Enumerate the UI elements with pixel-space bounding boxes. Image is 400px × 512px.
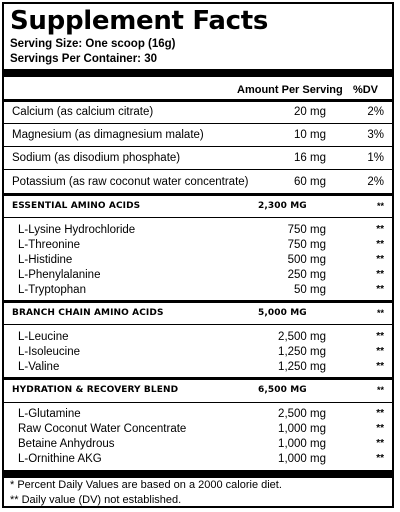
divider-thin: [4, 217, 392, 218]
ingredient-row: [4, 237, 392, 253]
section-amount: 5,000 MG: [258, 308, 307, 318]
divider-medium: [4, 377, 392, 380]
ingredient-dv: **: [376, 284, 384, 295]
amount-per-serving-header: Amount Per Serving: [237, 84, 343, 96]
section-amount: 6,500 MG: [258, 385, 307, 395]
ingredient-row: [4, 359, 392, 375]
ingredient-row: [4, 406, 392, 422]
serving-size: Serving Size: One scoop (16g): [10, 38, 176, 50]
divider-thin: [4, 402, 392, 403]
ingredient-dv: **: [376, 361, 384, 372]
nutrient-row-sodium: [4, 150, 392, 166]
ingredient-amount: 2,500 mg: [278, 331, 326, 343]
ingredient-dv: **: [376, 254, 384, 265]
nutrient-dv: 3%: [367, 129, 384, 141]
section-dv: **: [376, 201, 384, 211]
divider-thin: [4, 169, 392, 170]
ingredient-amount: 2,500 mg: [278, 408, 326, 420]
section-amount: 2,300 MG: [258, 201, 307, 211]
ingredient-amount: 1,250 mg: [278, 361, 326, 373]
servings-per-container: Servings Per Container: 30: [10, 53, 157, 65]
ingredient-amount: 1,000 mg: [278, 423, 326, 435]
divider-medium: [4, 99, 392, 102]
divider-medium: [4, 193, 392, 196]
footnote-percent-dv: * Percent Daily Values are based on a 2000 calorie diet.: [10, 479, 282, 491]
ingredient-name: Betaine Anhydrous: [18, 438, 115, 450]
footnote-dv-not-established: ** Daily value (DV) not established.: [10, 494, 182, 506]
ingredient-name: L-Lysine Hydrochloride: [18, 224, 136, 236]
nutrient-name: Calcium (as calcium citrate): [12, 106, 154, 118]
ingredient-amount: 1,000 mg: [278, 438, 326, 450]
divider-medium: [4, 300, 392, 303]
section-name: HYDRATION & RECOVERY BLEND: [12, 385, 179, 395]
divider-thick: [4, 69, 392, 77]
panel-title: Supplement Facts: [10, 6, 269, 36]
supplement-facts-panel: [2, 2, 394, 508]
section-dv: **: [376, 385, 384, 395]
nutrient-dv: 1%: [367, 152, 384, 164]
ingredient-name: L-Leucine: [18, 331, 69, 343]
nutrient-row-magnesium: [4, 127, 392, 143]
ingredient-row: [4, 267, 392, 283]
ingredient-row: [4, 451, 392, 467]
divider-thin: [4, 123, 392, 124]
nutrient-amount: 60 mg: [294, 176, 326, 188]
ingredient-name: L-Threonine: [18, 239, 81, 251]
ingredient-dv: **: [376, 453, 384, 464]
nutrient-name: Potassium (as raw coconut water concentrate): [12, 176, 249, 188]
section-name: BRANCH CHAIN AMINO ACIDS: [12, 308, 164, 318]
ingredient-row: [4, 252, 392, 268]
ingredient-amount: 1,250 mg: [278, 346, 326, 358]
nutrient-amount: 10 mg: [294, 129, 326, 141]
dv-header: %DV: [352, 84, 378, 96]
ingredient-name: L-Phenylalanine: [18, 269, 101, 281]
ingredient-name: L-Ornithine AKG: [18, 453, 102, 465]
divider-thin: [4, 146, 392, 147]
nutrient-dv: 2%: [367, 106, 384, 118]
nutrient-dv: 2%: [367, 176, 384, 188]
nutrient-amount: 20 mg: [294, 106, 326, 118]
ingredient-row: [4, 329, 392, 345]
ingredient-dv: **: [376, 239, 384, 250]
divider-thin: [4, 324, 392, 325]
ingredient-dv: **: [376, 224, 384, 235]
ingredient-name: L-Valine: [18, 361, 60, 373]
ingredient-row: [4, 282, 392, 298]
nutrient-row-potassium: [4, 174, 392, 190]
section-row-essential-amino-acids: [4, 198, 392, 214]
nutrient-name: Magnesium (as dimagnesium malate): [12, 129, 204, 141]
ingredient-name: L-Tryptophan: [18, 284, 86, 296]
nutrient-name: Sodium (as disodium phosphate): [12, 152, 181, 164]
ingredient-dv: **: [376, 438, 384, 449]
ingredient-amount: 250 mg: [287, 269, 326, 281]
ingredient-name: L-Glutamine: [18, 408, 81, 420]
ingredient-row: [4, 436, 392, 452]
ingredient-amount: 50 mg: [294, 284, 326, 296]
ingredient-dv: **: [376, 269, 384, 280]
ingredient-name: L-Isoleucine: [18, 346, 81, 358]
ingredient-amount: 1,000 mg: [278, 453, 326, 465]
ingredient-amount: 500 mg: [287, 254, 326, 266]
section-row-hydration-recovery-blend: [4, 382, 392, 398]
ingredient-dv: **: [376, 331, 384, 342]
ingredient-dv: **: [376, 408, 384, 419]
ingredient-dv: **: [376, 423, 384, 434]
nutrient-row-calcium: [4, 104, 392, 120]
divider-thick: [4, 470, 392, 478]
section-dv: **: [376, 308, 384, 318]
ingredient-amount: 750 mg: [287, 224, 326, 236]
ingredient-row: [4, 344, 392, 360]
ingredient-name: L-Histidine: [18, 254, 73, 266]
ingredient-amount: 750 mg: [287, 239, 326, 251]
ingredient-row: [4, 421, 392, 437]
nutrient-amount: 16 mg: [294, 152, 326, 164]
section-name: ESSENTIAL AMINO ACIDS: [12, 201, 141, 211]
section-row-branch-chain-amino-acids: [4, 305, 392, 321]
ingredient-name: Raw Coconut Water Concentrate: [18, 423, 187, 435]
ingredient-dv: **: [376, 346, 384, 357]
ingredient-row: [4, 222, 392, 238]
